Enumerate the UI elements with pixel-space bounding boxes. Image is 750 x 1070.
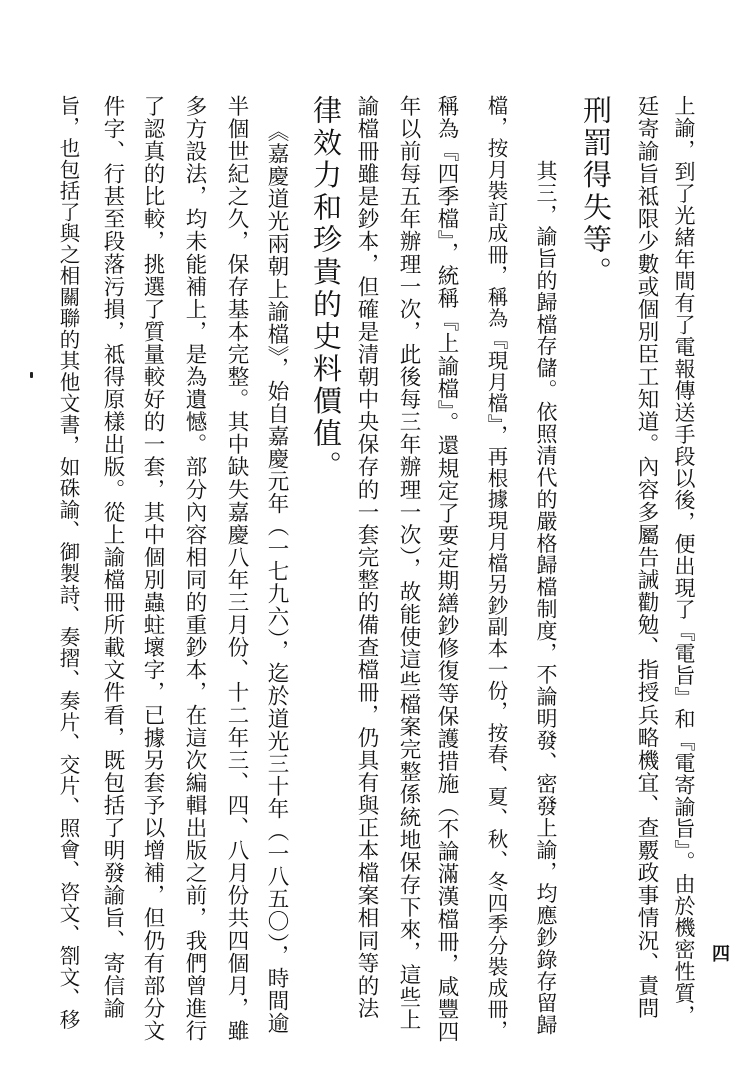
text-column-9: 律效力和珍貴的史料價值。 [309, 95, 343, 483]
ink-speck [30, 372, 33, 378]
page-number: 四 [712, 944, 730, 965]
text-column-6: 稱為『四季檔』，統稱『上諭檔』。還規定了要定期繕鈔修復等保護措施（不論滿漢檔冊，咸豐四 [434, 95, 459, 1044]
text-column-13: 了認真的比較，挑選了質量較好的一套，其中個別蟲蛀壞字，已據另套予以增補，但仍有部分文 [140, 95, 165, 1043]
text-column-7: 年以前每五年辦理一次，此後每三年辦理一次），故能使這些檔案完整係統地保存下來，這些上 [396, 95, 421, 1032]
text-column-12: 多方設法，均未能補上，是為遺憾。部分內容相同的重鈔本，在這次編輯出版之前，我們曾進行 [182, 95, 207, 1043]
text-column-11: 半個世紀之久，保存基本完整。其中缺失嘉慶八年三月份、十二年三、四、八月份共四個月，雖 [224, 95, 249, 1043]
text-column-1: 上諭，到了光緒年間有了電報傳送手段以後，便出現了『電旨』和『電寄諭旨』。由於機密性質， [672, 95, 696, 1027]
text-column-2: 廷寄諭旨祗限少數或個別臣工知道。內容多屬告誡勸勉、指授兵略機宜、查覈政事情況、責問 [634, 95, 659, 1020]
text-column-4: 其三，諭旨的歸檔存儲。依照清代的嚴格歸檔制度，不論明發、密發上諭，均應鈔錄存留歸 [534, 160, 558, 1036]
text-column-10: 《嘉慶道光兩朝上諭檔》，始自嘉慶元年（一七九六），迄於道光三十年（一八五〇），時間逾 [264, 120, 289, 1035]
text-column-5: 檔，按月裝訂成冊，稱為『現月檔』，再根據現月檔另鈔副本一份，按春、夏、秋、冬四季分裝成冊， [484, 95, 508, 1041]
text-column-14: 件字、行甚至段落污損，祗得原樣出版。從上諭檔冊所載文件看，既包括了明發諭旨、寄信諭 [100, 95, 125, 1020]
text-column-15: 旨，也包括了與之相關聯的其他文書，如硃諭、御製詩、奏摺、奏片、交片、照會、咨文、劄文、移 [56, 95, 80, 1030]
text-column-8: 諭檔冊雖是鈔本，但確是清朝中央保存的一套完整的備查檔冊，仍具有與正本檔案相同等的法 [354, 95, 379, 1020]
text-column-3: 刑罰得失等。 [579, 95, 613, 289]
